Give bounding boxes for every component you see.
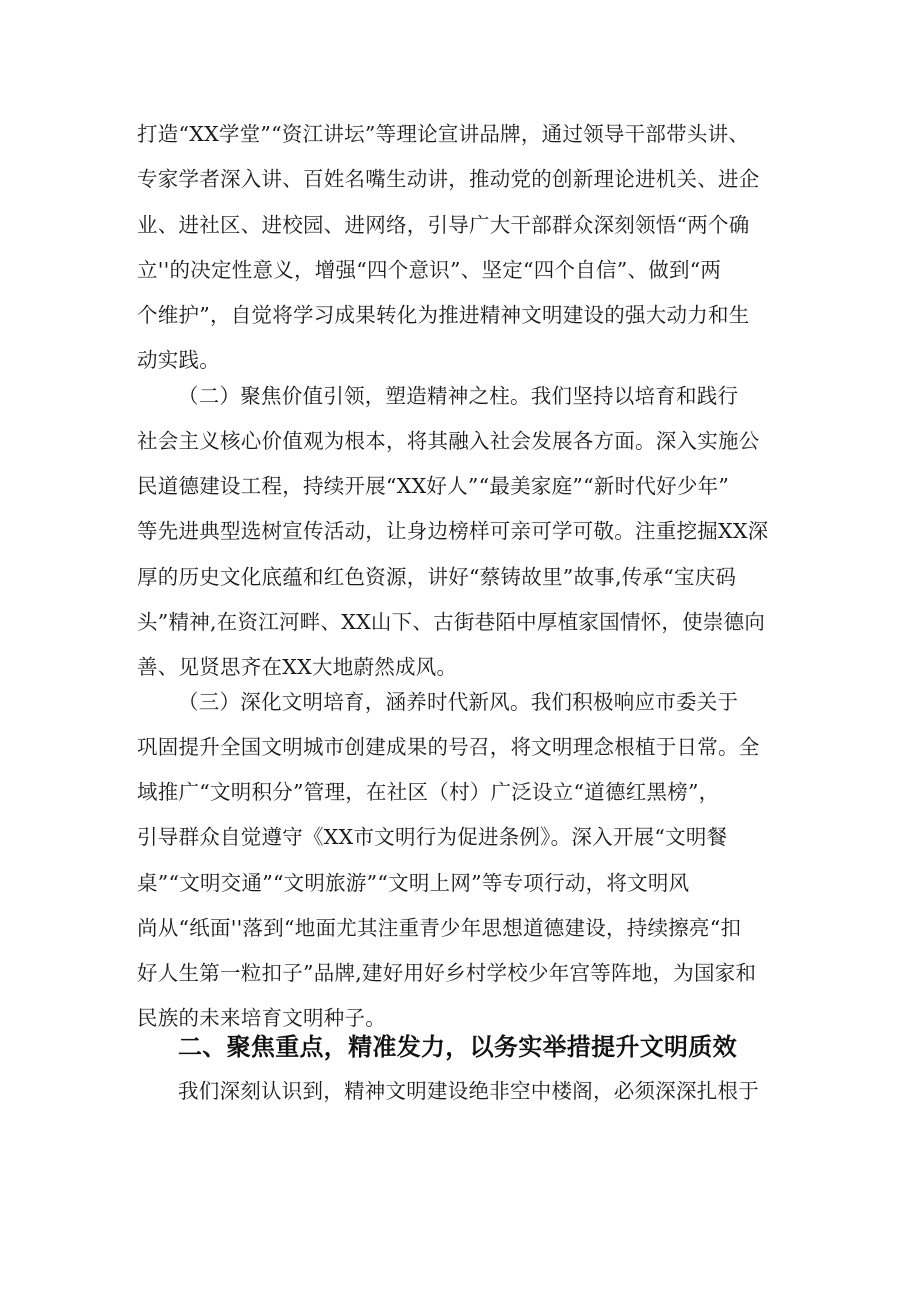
text-line: 民道德建设工程，持续开展“XX好人”“最美家庭”“新时代好少年” <box>137 474 730 498</box>
text-line: 巩固提升全国文明城市创建成果的号召，将文明理念根植于日常。全 <box>137 735 760 759</box>
text-line: 域推广“文明积分”管理，在社区（村）广泛设立“道德红黑榜”， <box>137 780 720 804</box>
text-line: 社会主义核心价值观为根本，将其融入社会发展各方面。深入实施公 <box>137 429 760 453</box>
text-line: 引导群众自觉遵守《XX市文明行为促进条例》。深入开展“文明餐 <box>137 825 728 849</box>
text-line: 等先进典型选树宣传活动，让身边榜样可亲可学可敬。注重挖掘XX深 <box>137 519 769 543</box>
paragraph-first-line: 我们深刻认识到，精神文明建设绝非空中楼阁，必须深深扎根于 <box>178 1079 759 1103</box>
section-heading: 二、聚焦重点，精准发力，以务实举措提升文明质效 <box>178 1033 737 1061</box>
text-line: 民族的未来培育文明种子。 <box>137 1006 386 1030</box>
text-line: 专家学者深入讲、百姓名嘴生动讲，推动党的创新理论进机关、进企 <box>137 167 760 191</box>
paragraph-first-line: （三）深化文明培育，涵养时代新风。我们积极响应市委关于 <box>178 690 739 714</box>
text-line: 好人生第一粒扣子”品牌,建好用好乡村学校少年宫等阵地，为国家和 <box>137 961 757 985</box>
paragraph-first-line: （二）聚焦价值引领，塑造精神之柱。我们坚持以培育和践行 <box>178 384 739 408</box>
text-line: 立''的决定性意义，增强“四个意识”、坚定“四个自信”、做到“两 <box>137 258 722 282</box>
text-line: 业、进社区、进校园、进网络，引导广大干部群众深刻领悟“两个确 <box>137 213 750 237</box>
text-line: 桌”“文明交通”“文明旅游”“文明上网”等专项行动，将文明风 <box>137 871 690 895</box>
text-line: 动实践。 <box>137 348 220 372</box>
text-line: 善、见贤思齐在XX大地蔚然成风。 <box>137 655 458 679</box>
text-line: 尚从“纸面''落到“地面尤其注重青少年思想道德建设，持续擦亮“扣 <box>137 916 742 940</box>
text-line: 个维护”，自觉将学习成果转化为推进精神文明建设的强大动力和生 <box>137 303 750 327</box>
text-line: 厚的历史文化底蕴和红色资源，讲好“蔡铸故里”故事,传承“宝庆码 <box>137 565 737 589</box>
text-line: 打造“XX学堂”“资江讲坛”等理论宣讲品牌，通过领导干部带头讲、 <box>137 122 750 146</box>
text-line: 头”精神,在资江河畔、XX山下、古街巷陌中厚植家国情怀，使崇德向 <box>137 610 766 634</box>
